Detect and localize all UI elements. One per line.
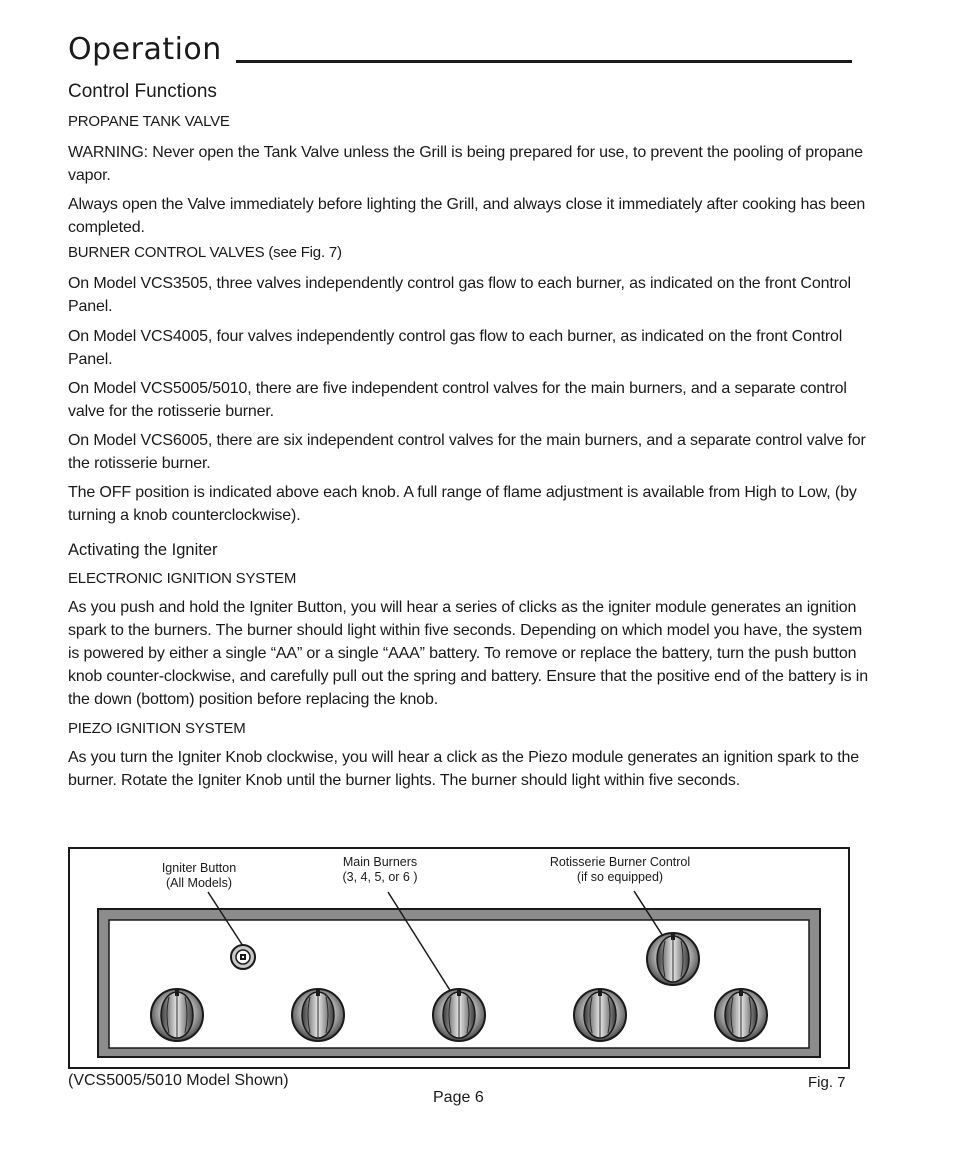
paragraph-vcs5005: On Model VCS5005/5010, there are five independent control valves for the main burners, and a separate control valve for the rotisserie burner.: [68, 380, 847, 420]
section-heading-activating-igniter: Activating the Igniter: [68, 541, 218, 559]
paragraph-warning: WARNING: Never open the Tank Valve unless the Grill is being prepared for use, to prevent the pooling of propane vapor.: [68, 144, 863, 184]
main-burner-knob-2[interactable]: [292, 989, 344, 1041]
paragraph-electronic-ignition: As you push and hold the Igniter Button, you will hear a series of clicks as the igniter module generates an ignition spark to the burners. The burner should light within five seconds. Depending on which model you have, the system is powered by either a single “AA” or a single “AAA” battery. To remove or replace the battery, turn the push button knob counter-clockwise, and carefully pull out the spring and battery. Ensure that the positive end of the battery is in the down (bottom) position before replacing the knob.: [68, 599, 868, 708]
paragraph-off-position: The OFF position is indicated above each knob. A full range of flame adjustment is available from High to Low, (by turning a knob counterclockwise).: [68, 484, 857, 524]
paragraph-vcs4005: On Model VCS4005, four valves independently control gas flow to each burner, as indicated on the front Control Panel.: [68, 328, 843, 368]
figure-number: Fig. 7: [808, 1074, 846, 1091]
label-igniter-line1: Igniter Button: [161, 861, 237, 875]
label-rotisserie-line1: Rotisserie Burner Control: [549, 855, 691, 869]
caption-electronic-ignition: ELECTRONIC IGNITION SYSTEM: [68, 570, 297, 587]
caption-burner-control-valves: BURNER CONTROL VALVES (see Fig. 7): [68, 244, 342, 261]
caption-propane-tank-valve: PROPANE TANK VALVE: [68, 113, 230, 130]
main-burner-knob-5[interactable]: [715, 989, 767, 1041]
paragraph-vcs3505: On Model VCS3505, three valves independently control gas flow to each burner, as indicated on the front Control Panel.: [68, 275, 851, 315]
main-burner-knob-1[interactable]: [151, 989, 203, 1041]
main-burner-knob-3[interactable]: [433, 989, 485, 1041]
model-shown-note: (VCS5005/5010 Model Shown): [68, 1072, 289, 1089]
label-main-burners-line1: Main Burners: [342, 855, 418, 869]
paragraph-vcs6005: On Model VCS6005, there are six independent control valves for the main burners, and a separate control valve for the rotisserie burner.: [68, 432, 866, 472]
rotisserie-burner-knob[interactable]: [647, 933, 699, 985]
label-rotisserie-line2: (if so equipped): [576, 870, 664, 884]
paragraph-always-open: Always open the Valve immediately before lighting the Grill, and always close it immediately after cooking has been completed.: [68, 196, 866, 236]
paragraph-piezo-ignition: As you turn the Igniter Knob clockwise, you will hear a click as the Piezo module generates an ignition spark to the burner. Rotate the Igniter Knob until the burner lights. The burner should light within five seconds.: [68, 749, 860, 789]
label-igniter-line2: (All Models): [166, 876, 232, 890]
section-heading-control-functions: Control Functions: [68, 81, 217, 102]
main-burner-knob-4[interactable]: [574, 989, 626, 1041]
igniter-button[interactable]: [231, 945, 255, 969]
label-main-burners-line2: (3, 4, 5, or 6 ): [342, 870, 418, 884]
title-rule: [236, 60, 852, 63]
page-title: Operation: [68, 32, 222, 67]
page-number: Page 6: [433, 1089, 484, 1106]
caption-piezo-ignition: PIEZO IGNITION SYSTEM: [68, 720, 246, 737]
